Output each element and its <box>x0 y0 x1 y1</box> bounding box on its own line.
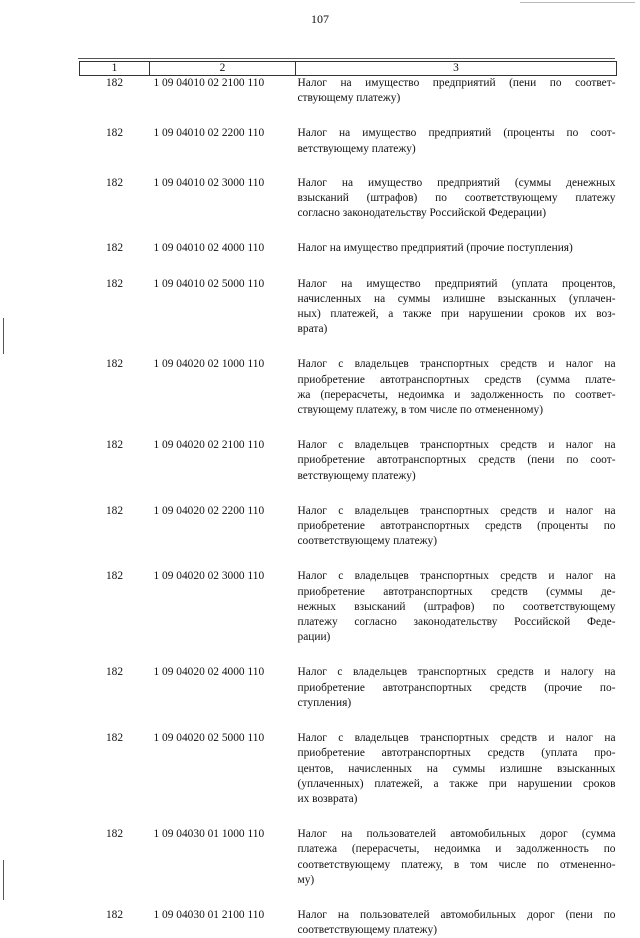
description-line: Налог с владельцев транспортных средств и налог на <box>297 732 616 745</box>
classification-code-cell: 1 09 04010 02 3000 110 <box>153 176 265 189</box>
description-line: Налог на имущество предприятий (проценты по соот- <box>297 127 616 140</box>
description-line: му) <box>297 873 315 886</box>
description-cell <box>296 569 617 665</box>
description-line: Налог на имущество предприятий (прочие поступления) <box>297 242 573 255</box>
description-line: приобретение автотранспортных средств (сумма плате- <box>297 373 616 386</box>
classification-code-cell: 1 09 04010 02 4000 110 <box>153 242 265 255</box>
classification-code-cell: 1 09 04010 02 2100 110 <box>153 77 265 89</box>
admin-code-cell: 182 <box>105 828 124 841</box>
classification-code-cell: 1 09 04010 02 2200 110 <box>153 127 265 140</box>
classification-code-cell: 1 09 04010 02 5000 110 <box>153 277 265 290</box>
column-header-3: 3 <box>296 62 617 76</box>
description-line: ствующему платежу) <box>297 92 401 105</box>
classification-code-cell: 1 09 04030 01 2100 110 <box>153 908 265 921</box>
description-line: соответствующему платежу) <box>297 535 437 548</box>
description-cell <box>296 176 617 242</box>
description-line: ступления) <box>297 696 352 709</box>
description-cell <box>296 665 617 731</box>
description-line: ветствующему платежу) <box>297 469 416 482</box>
description-cell <box>296 438 617 504</box>
description-line: приобретение автотранспортных средств (уплата про- <box>297 747 616 760</box>
description-line: Налог на пользователей автомобильных дорог (сумма <box>297 828 616 841</box>
admin-code-cell: 182 <box>105 176 124 189</box>
table-row <box>80 665 617 731</box>
binding-mark <box>3 318 4 354</box>
description-line: приобретение автотранспортных средств (прочие по- <box>297 681 616 694</box>
admin-code-cell: 182 <box>105 908 124 921</box>
classification-code-cell: 1 09 04020 02 2100 110 <box>153 439 265 452</box>
description-line: соответствующему платежу, в том числе по отмененно- <box>297 858 616 871</box>
description-line: ветствующему платежу) <box>297 142 416 155</box>
description-line: начисленных на суммы излишне взысканных (уплачен- <box>297 292 616 305</box>
admin-code-cell: 182 <box>105 570 124 583</box>
admin-code-cell: 182 <box>105 77 124 89</box>
admin-code-cell: 182 <box>105 732 124 745</box>
classification-code-cell: 1 09 04020 02 4000 110 <box>153 666 265 679</box>
table-row <box>80 827 617 908</box>
description-line: Налог с владельцев транспортных средств и налог на <box>297 504 616 517</box>
table-row <box>80 357 617 438</box>
description-line: Налог на имущество предприятий (уплата процентов, <box>297 277 616 290</box>
description-line: Налог на имущество предприятий (пени по соответ- <box>297 77 616 89</box>
scan-edge-mark <box>520 2 635 3</box>
description-line: Налог на пользователей автомобильных дорог (пени по <box>297 908 616 921</box>
description-cell <box>296 126 617 175</box>
admin-code-cell: 182 <box>105 277 124 290</box>
description-line: рации) <box>297 631 331 644</box>
classification-code-cell: 1 09 04020 02 3000 110 <box>153 570 265 583</box>
description-line: приобретение автотранспортных средств (суммы де- <box>297 585 616 598</box>
table-row <box>80 76 617 127</box>
description-line: врата) <box>297 323 328 336</box>
description-line: соответствующему платежу) <box>297 924 437 937</box>
table-row <box>80 504 617 570</box>
page-number: 107 <box>311 12 329 26</box>
description-cell <box>296 504 617 570</box>
classification-code-cell: 1 09 04020 02 1000 110 <box>153 358 265 371</box>
revenue-codes-table <box>79 61 617 938</box>
column-header-1: 1 <box>80 62 150 76</box>
description-line: платежа (перерасчеты, недоимка и задолженность по <box>297 843 616 856</box>
description-line: ных) платежей, а также при нарушении сроков их воз- <box>297 308 616 321</box>
table-row <box>80 126 617 175</box>
admin-code-cell: 182 <box>105 666 124 679</box>
description-line: Налог на имущество предприятий (суммы денежных <box>297 176 616 189</box>
admin-code-cell: 182 <box>105 127 124 140</box>
header-row <box>80 62 617 76</box>
table-row <box>80 176 617 242</box>
description-cell <box>296 76 617 127</box>
description-line: приобретение автотранспортных средств (пени по соот- <box>297 454 616 467</box>
description-line: приобретение автотранспортных средств (проценты по <box>297 520 616 533</box>
description-line: Налог с владельцев транспортных средств и налог на <box>297 570 616 583</box>
admin-code-cell: 182 <box>105 242 124 255</box>
admin-code-cell: 182 <box>105 439 124 452</box>
table-row <box>80 241 617 276</box>
description-line: ствующему платежу, в том числе по отмененному) <box>297 404 543 417</box>
description-line: жа (перерасчеты, недоимка и задолженность по соответ- <box>297 388 616 401</box>
description-line: нежных взысканий (штрафов) по соответствующему <box>297 600 616 613</box>
description-cell <box>296 277 617 358</box>
description-cell <box>296 731 617 827</box>
description-line: Налог с владельцев транспортных средств и налог на <box>297 439 616 452</box>
description-line: платежу согласно законодательству Российской Феде- <box>297 616 616 629</box>
admin-code-cell: 182 <box>105 358 124 371</box>
description-line: их возврата) <box>297 792 358 805</box>
description-cell <box>296 908 617 938</box>
binding-mark <box>3 860 4 900</box>
table-row <box>80 908 617 938</box>
description-line: (уплаченных) платежей, а также при нарушении сроков <box>297 777 616 790</box>
table-row <box>80 438 617 504</box>
column-header-2: 2 <box>150 62 296 76</box>
classification-code-cell: 1 09 04020 02 2200 110 <box>153 504 265 517</box>
description-cell <box>296 357 617 438</box>
description-line: согласно законодательству Российской Федерации) <box>297 207 547 220</box>
table-row <box>80 731 617 827</box>
table-row <box>80 569 617 665</box>
classification-code-cell: 1 09 04030 01 1000 110 <box>153 828 265 841</box>
description-cell <box>296 827 617 908</box>
classification-code-cell: 1 09 04020 02 5000 110 <box>153 732 265 745</box>
header-rule <box>78 58 615 59</box>
admin-code-cell: 182 <box>105 504 124 517</box>
table-row <box>80 277 617 358</box>
description-line: Налог с владельцев транспортных средств и налогу на <box>297 666 616 679</box>
description-line: Налог с владельцев транспортных средств и налог на <box>297 358 616 371</box>
description-line: взысканий (штрафов) по соответствующему платежу <box>297 192 616 205</box>
description-line: центов, начисленных на суммы излишне взысканных <box>297 762 616 775</box>
description-cell <box>296 241 617 276</box>
